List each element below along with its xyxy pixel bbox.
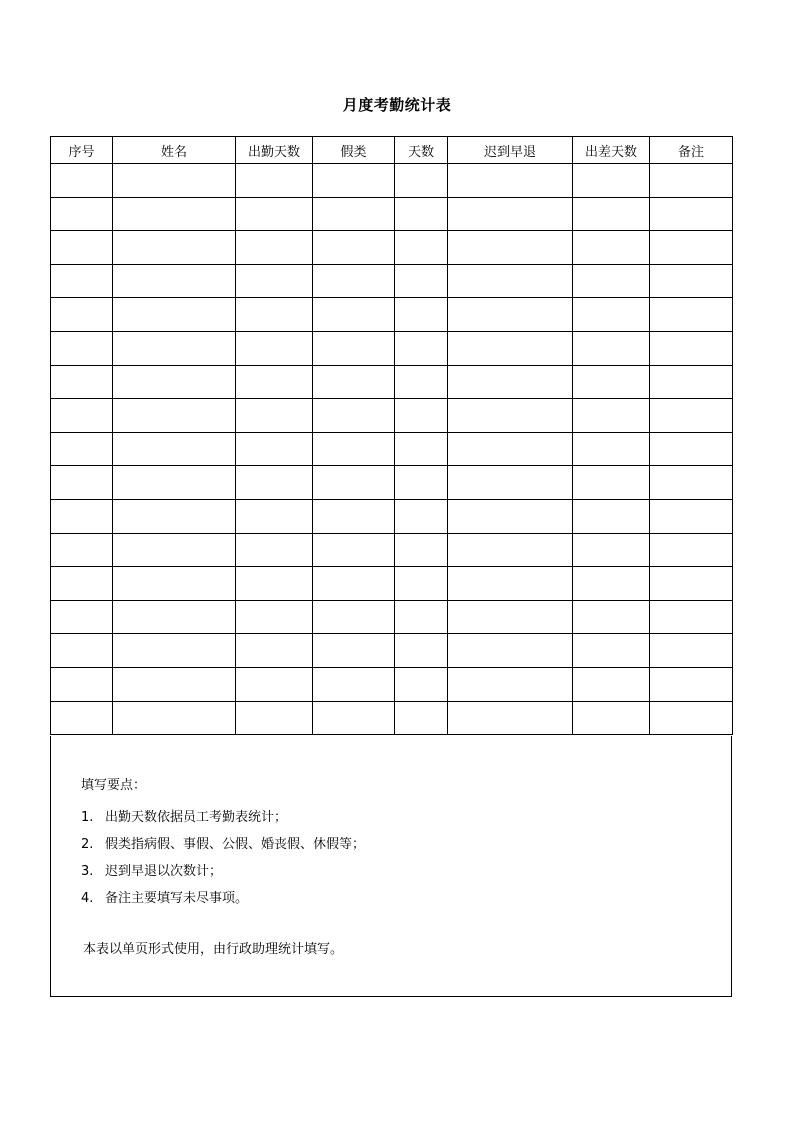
table-cell[interactable] xyxy=(113,701,236,735)
table-cell[interactable] xyxy=(573,231,650,265)
table-cell[interactable] xyxy=(448,264,573,298)
table-cell[interactable] xyxy=(448,667,573,701)
usage-note: 本表以单页形式使用，由行政助理统计填写。 xyxy=(83,942,344,957)
table-cell[interactable] xyxy=(448,499,573,533)
table-cell[interactable] xyxy=(650,499,733,533)
table-cell[interactable] xyxy=(573,667,650,701)
table-cell[interactable] xyxy=(51,499,113,533)
table-cell[interactable] xyxy=(51,331,113,365)
instruction-number: 2. xyxy=(81,837,94,852)
table-cell[interactable] xyxy=(448,298,573,332)
table-cell[interactable] xyxy=(448,567,573,601)
table-row xyxy=(51,164,733,198)
table-cell[interactable] xyxy=(113,432,236,466)
table-row xyxy=(51,600,733,634)
table-cell[interactable] xyxy=(448,466,573,500)
table-row xyxy=(51,331,733,365)
table-cell[interactable] xyxy=(650,264,733,298)
table-cell[interactable] xyxy=(313,164,395,198)
table-cell[interactable] xyxy=(51,164,113,198)
table-cell[interactable] xyxy=(313,298,395,332)
table-cell[interactable] xyxy=(395,634,448,668)
table-cell[interactable] xyxy=(51,701,113,735)
table-cell[interactable] xyxy=(236,701,313,735)
table-cell[interactable] xyxy=(448,533,573,567)
table-cell[interactable] xyxy=(113,499,236,533)
table-row xyxy=(51,432,733,466)
table-row xyxy=(51,533,733,567)
table-cell[interactable] xyxy=(313,667,395,701)
header-leave-type: 假类 xyxy=(313,137,395,164)
table-cell[interactable] xyxy=(51,365,113,399)
table-cell[interactable] xyxy=(650,567,733,601)
instruction-number: 3. xyxy=(81,864,94,879)
table-cell[interactable] xyxy=(448,164,573,198)
header-name: 姓名 xyxy=(113,137,236,164)
table-row xyxy=(51,264,733,298)
table-cell[interactable] xyxy=(236,634,313,668)
table-cell[interactable] xyxy=(113,399,236,433)
table-cell[interactable] xyxy=(236,499,313,533)
table-cell[interactable] xyxy=(650,432,733,466)
header-business-trip-days: 出差天数 xyxy=(573,137,650,164)
table-cell[interactable] xyxy=(313,634,395,668)
table-cell[interactable] xyxy=(573,298,650,332)
table-cell[interactable] xyxy=(236,264,313,298)
table-row xyxy=(51,567,733,601)
document-title: 月度考勤统计表 xyxy=(342,96,452,114)
table-cell[interactable] xyxy=(51,533,113,567)
table-cell[interactable] xyxy=(573,164,650,198)
table-cell[interactable] xyxy=(51,264,113,298)
table-cell[interactable] xyxy=(395,164,448,198)
table-cell[interactable] xyxy=(113,667,236,701)
table-row xyxy=(51,667,733,701)
table-cell[interactable] xyxy=(573,399,650,433)
table-cell[interactable] xyxy=(573,331,650,365)
table-cell[interactable] xyxy=(51,231,113,265)
instructions-box xyxy=(50,736,732,997)
table-cell[interactable] xyxy=(113,231,236,265)
table-cell[interactable] xyxy=(313,499,395,533)
table-cell[interactable] xyxy=(650,197,733,231)
table-cell[interactable] xyxy=(236,432,313,466)
header-serial-number: 序号 xyxy=(51,137,113,164)
table-cell[interactable] xyxy=(573,567,650,601)
table-cell[interactable] xyxy=(395,365,448,399)
table-cell[interactable] xyxy=(395,701,448,735)
table-cell[interactable] xyxy=(313,399,395,433)
instruction-number: 1. xyxy=(81,810,94,825)
table-cell[interactable] xyxy=(395,499,448,533)
table-cell[interactable] xyxy=(113,600,236,634)
table-cell[interactable] xyxy=(51,298,113,332)
table-cell[interactable] xyxy=(650,466,733,500)
table-cell[interactable] xyxy=(313,533,395,567)
table-cell[interactable] xyxy=(573,600,650,634)
table-cell[interactable] xyxy=(650,701,733,735)
table-cell[interactable] xyxy=(113,298,236,332)
table-cell[interactable] xyxy=(395,264,448,298)
table-row xyxy=(51,365,733,399)
table-cell[interactable] xyxy=(573,533,650,567)
header-remarks: 备注 xyxy=(650,137,733,164)
table-cell[interactable] xyxy=(573,499,650,533)
table-cell[interactable] xyxy=(395,466,448,500)
instruction-text: 假类指病假、事假、公假、婚丧假、休假等； xyxy=(105,837,366,852)
table-row xyxy=(51,499,733,533)
table-cell[interactable] xyxy=(573,432,650,466)
table-cell[interactable] xyxy=(650,399,733,433)
header-late-early-leave: 迟到早退 xyxy=(448,137,573,164)
table-cell[interactable] xyxy=(448,701,573,735)
table-cell[interactable] xyxy=(236,567,313,601)
table-cell[interactable] xyxy=(51,600,113,634)
table-cell[interactable] xyxy=(573,365,650,399)
table-cell[interactable] xyxy=(313,365,395,399)
table-cell[interactable] xyxy=(113,331,236,365)
table-cell[interactable] xyxy=(448,600,573,634)
table-cell[interactable] xyxy=(236,466,313,500)
table-cell[interactable] xyxy=(573,634,650,668)
table-cell[interactable] xyxy=(113,466,236,500)
header-days: 天数 xyxy=(395,137,448,164)
table-cell[interactable] xyxy=(395,432,448,466)
table-cell[interactable] xyxy=(113,197,236,231)
table-cell[interactable] xyxy=(573,466,650,500)
table-row xyxy=(51,466,733,500)
table-cell[interactable] xyxy=(113,533,236,567)
table-cell[interactable] xyxy=(395,197,448,231)
instruction-item xyxy=(81,862,365,889)
table-cell[interactable] xyxy=(448,432,573,466)
table-cell[interactable] xyxy=(448,634,573,668)
instruction-number: 4. xyxy=(81,891,94,906)
table-cell[interactable] xyxy=(51,634,113,668)
table-cell[interactable] xyxy=(573,264,650,298)
table-row xyxy=(51,197,733,231)
table-row xyxy=(51,298,733,332)
table-row xyxy=(51,231,733,265)
table-body xyxy=(51,164,733,735)
table-cell[interactable] xyxy=(236,600,313,634)
attendance-table xyxy=(50,136,733,735)
table-cell[interactable] xyxy=(236,231,313,265)
table-cell[interactable] xyxy=(236,298,313,332)
table-cell[interactable] xyxy=(113,567,236,601)
instruction-item xyxy=(81,808,365,835)
table-cell[interactable] xyxy=(650,600,733,634)
table-cell[interactable] xyxy=(650,533,733,567)
table-cell[interactable] xyxy=(113,634,236,668)
instruction-text: 迟到早退以次数计； xyxy=(105,864,223,879)
table-cell[interactable] xyxy=(650,667,733,701)
instruction-item xyxy=(81,889,365,916)
table-cell[interactable] xyxy=(113,365,236,399)
table-cell[interactable] xyxy=(395,231,448,265)
table-header-row xyxy=(51,137,733,164)
table-row xyxy=(51,634,733,668)
table-cell[interactable] xyxy=(51,667,113,701)
table-cell[interactable] xyxy=(650,634,733,668)
table-cell[interactable] xyxy=(650,231,733,265)
instruction-text: 备注主要填写未尽事项。 xyxy=(105,891,249,906)
table-cell[interactable] xyxy=(51,197,113,231)
table-cell[interactable] xyxy=(313,567,395,601)
instructions-heading: 填写要点： xyxy=(81,778,147,793)
table-cell[interactable] xyxy=(448,331,573,365)
table-cell[interactable] xyxy=(448,197,573,231)
table-cell[interactable] xyxy=(395,600,448,634)
table-cell[interactable] xyxy=(313,264,395,298)
instruction-item xyxy=(81,835,365,862)
table-cell[interactable] xyxy=(395,399,448,433)
table-cell[interactable] xyxy=(395,667,448,701)
table-cell[interactable] xyxy=(51,567,113,601)
table-cell[interactable] xyxy=(395,298,448,332)
instructions-list xyxy=(81,808,365,916)
table-cell[interactable] xyxy=(313,432,395,466)
table-cell[interactable] xyxy=(236,331,313,365)
table-cell[interactable] xyxy=(573,701,650,735)
table-cell[interactable] xyxy=(313,701,395,735)
table-cell[interactable] xyxy=(236,164,313,198)
table-cell[interactable] xyxy=(51,399,113,433)
table-cell[interactable] xyxy=(51,432,113,466)
instruction-text: 出勤天数依据员工考勤表统计； xyxy=(105,810,288,825)
table-cell[interactable] xyxy=(395,567,448,601)
table-cell[interactable] xyxy=(395,331,448,365)
table-cell[interactable] xyxy=(650,365,733,399)
table-cell[interactable] xyxy=(313,331,395,365)
table-cell[interactable] xyxy=(236,197,313,231)
table-cell[interactable] xyxy=(236,533,313,567)
table-cell[interactable] xyxy=(113,264,236,298)
table-cell[interactable] xyxy=(313,197,395,231)
table-cell[interactable] xyxy=(448,399,573,433)
table-cell[interactable] xyxy=(313,466,395,500)
table-cell[interactable] xyxy=(313,600,395,634)
table-cell[interactable] xyxy=(236,399,313,433)
table-cell[interactable] xyxy=(51,466,113,500)
table-cell[interactable] xyxy=(650,331,733,365)
table-cell[interactable] xyxy=(313,231,395,265)
table-cell[interactable] xyxy=(448,231,573,265)
table-cell[interactable] xyxy=(650,164,733,198)
table-cell[interactable] xyxy=(236,365,313,399)
table-cell[interactable] xyxy=(395,533,448,567)
table-row xyxy=(51,701,733,735)
header-attendance-days: 出勤天数 xyxy=(236,137,313,164)
table-cell[interactable] xyxy=(236,667,313,701)
table-cell[interactable] xyxy=(113,164,236,198)
table-row xyxy=(51,399,733,433)
table-cell[interactable] xyxy=(650,298,733,332)
table-cell[interactable] xyxy=(448,365,573,399)
table-cell[interactable] xyxy=(573,197,650,231)
